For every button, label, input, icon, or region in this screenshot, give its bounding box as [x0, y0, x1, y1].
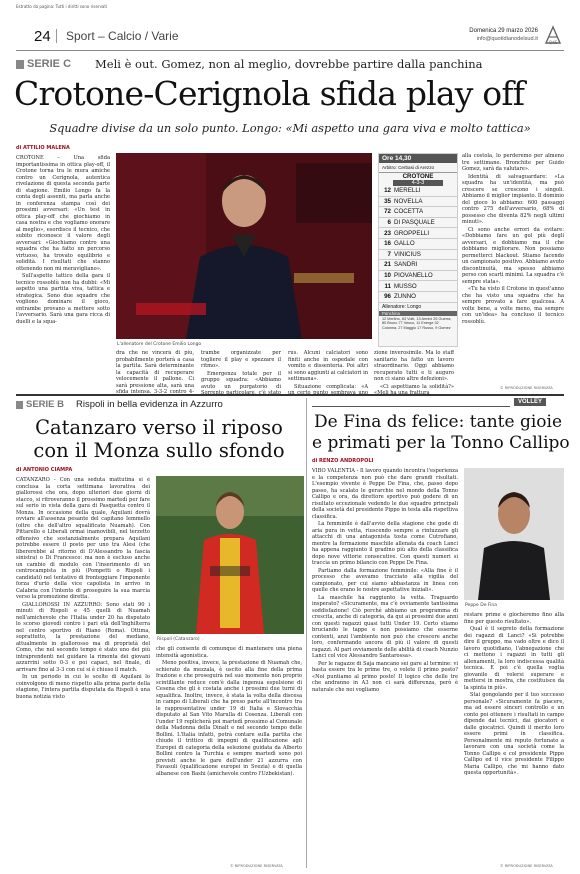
article1-kicker — [16, 57, 564, 73]
defina-photo — [464, 468, 564, 600]
player-number: 16 — [384, 240, 391, 248]
article1-text-col6 — [462, 153, 564, 381]
lineup-row — [379, 228, 457, 239]
article2-photo-caption: Rispoli (Catanzaro) — [157, 637, 200, 642]
article2-kicker — [16, 398, 386, 412]
article2-text-col1 — [16, 477, 150, 861]
paragraph: Sull'aspetto tattico della gara il tecnico rossoblù non ha dubbi: «Mi aspetto una partita viva, tattica e strategica. Sono due squadre che vogliono dominare il gioco, entrambe provano a mettere sotto l'avversario. Sarà una gara ricca di duelli e la squa- — [16, 273, 110, 325]
player-number: 7 — [387, 250, 391, 258]
article2-headline — [16, 416, 302, 462]
paragraph: Per le ragazze di Saja mancano sei gare al termine: vi basta essere tra le prime tre, o volete il primo posto? «Noi puntiamo al primo posto! Il logico che delle tre che andranno in A3 non ci sarà differenza, però è naturale che noi vogliamo — [312, 660, 458, 693]
player-name: DI PASQUALE — [394, 219, 435, 227]
article3-byline: di RENZO ANDROPOLI — [312, 458, 374, 464]
player-name: MERELLI — [394, 187, 421, 195]
article3-copyright: © RIPRODUZIONE RISERVATA — [500, 864, 553, 868]
paragraph: Meno positiva, invece, la prestazione di Nuamah che, schierato da mezzala, è uscito alla fine della prima frazione e che proseguirà nel suo momento non proprio scintillante reduce com'è dalla ingenua espulsione di Cesena che gli è costata anche i prossimi due turni di squalifica. Inoltre, invece, è stata la volta della discesa in campo di Liberali che ha preso parte all'incontro tra le rappresentative under 19 di Italia e Slovacchia disputato al San Vito Marulla di Cosenza. Liberali con l'under 19 replicherà poi martedì prossimo al Comunale della Madonna della Dinalt e nel secondo tempo delle Bollini. L'Italia infatti, potrà contare sulla partita che chiude il trittico di impegni di qualificazione agli Europei di categoria della selezione guidata da Alberto Bollini contro la Turchia e sempre martedì sono poi previsti anche le gare dell'under 21 azzurra con Favasuli (qualificazione europei in Svezia) e di quella albanese con Bashi (amichevole contro l'Uzbekistan). — [156, 660, 302, 777]
player-name: GALLO — [394, 240, 415, 248]
paragraph: Identità di salvaguardare: «La squadra ha un'identità, ma può crescere se crescono i singoli. Abbiamo il miglior impianto. Il dominio del gioco lo abbiamo: 600 passaggi contro 275 dell'avversario, 68% di possesso che diventa 82% negli ultimi minuti». — [462, 173, 564, 225]
paragraph: Emergenza totale per il gruppo squadra: «Abbiamo avuto un purgatorio di Sorrento particolare, c'è stato — [201, 370, 281, 394]
player-number: 21 — [384, 261, 391, 269]
article2-headline-line1: Catanzaro verso il riposo — [35, 416, 283, 439]
section-rule — [16, 394, 564, 396]
article1-text-col3 — [201, 350, 281, 394]
article1-copyright: © RIPRODUZIONE RISERVATA — [500, 386, 553, 390]
player-number: 12 — [384, 187, 391, 195]
player-name: MUSSO — [394, 282, 417, 290]
lineup-row — [379, 207, 457, 218]
article1-subheadline: Squadre divise da un solo punto. Longo: «Mi aspetto una gara viva e molto tattica» — [49, 121, 531, 135]
paragraph: Situazione complicata: «A un certo punto sembrava uno — [288, 383, 368, 394]
lineup-row — [379, 197, 457, 208]
article2-headline-line2: con il Monza sullo sfondo — [33, 439, 285, 462]
player-number: 96 — [384, 293, 391, 301]
rispoli-photo — [156, 476, 304, 634]
article2-copyright: © RIPRODUZIONE RISERVATA — [230, 864, 283, 868]
lineup-row — [379, 250, 457, 261]
paragraph: La femminile è dall'avvio della stagione che gode di aria pura in vetta, riuscendo sempre a rintuzzare gli attacchi di una antagonista tosta come Cutrofiano, mentre la formazione maschile allenata da coach Lanci ha appena raggiunto il gradino più alto della classifica dopo nove vittorie consecutive. Con questi numeri si traccia un primo bilancio con Peppe De Fina. — [312, 521, 458, 566]
paragraph: «Tu ha visto il Crotone in quest'anno che ha visto una squadra che ha sempre provato a fare qualcosa. A volte bene, a volte meno, ma sempre con un'idea» ha concluso il tecnico rossoblù. — [462, 286, 564, 325]
paragraph: Partiamo dalla formazione femminile: «Alla fine è il processo che avevamo tracciato alla vigilia del campionato, per cui siamo abbastanza in linea con quelle che erano le nostre aspettative iniziali». — [312, 567, 458, 593]
article3-tag: VOLLEY — [514, 398, 546, 406]
svg-text:QdS: QdS — [548, 40, 558, 45]
lineup-box — [378, 153, 458, 347]
player-name: COCETTA — [394, 208, 424, 216]
article3-tag-rule — [312, 406, 510, 407]
player-name: PIOVANELLO — [394, 272, 433, 280]
paragraph: CROTONE – Una sfida importantissima in ottica play-off, il Crotone torna tra le mura amiche contro un Cerignola, autentica rivelazione di questa seconda parte di stagione. Emilio Longo fa la conta degli assenti, ma parla anche in conferenza stampa così dei prossimi avversari: «Un test in ottica play-off che giochiamo in casa nostra e che vogliamo onorare al meglio», esordisce il tecnico, che subito riconosce il valore degli avversari: «Giochiamo contro una squadra che ha fatto un percorso virtuoso, ha trovato equilibrio e solidità. I risultati che stanno ottenendo non mi meravigliano». — [16, 155, 110, 272]
contact-email: info@quotidianodelsud.it — [476, 36, 538, 42]
paragraph: zione inverosimile. Ma lo staff sanitario ha fatto un lavoro straordinario. Oggi abbiamo recuperato tutti e ti auguro non ci siano altre defezioni». — [374, 350, 454, 382]
paragraph: dra che ne vincerà di più, probabilmente porterà a casa la partita. Sarà determinante la capacità di recuperare velocemente il pallone. Ci sarà pressione alta, sarà una sfida intensa. 3-3-2 contro 4- — [116, 350, 194, 394]
article1-kicker-tag: SERIE C — [27, 58, 72, 70]
player-number: 11 — [384, 282, 391, 290]
paragraph: che gli consente di comunque di mantenere una piena intensità agonistica. — [156, 646, 302, 659]
lineup-list — [379, 186, 457, 303]
article1-kicker-text: Meli è out. Gomez, non al meglio, dovrebbe partire dalla panchina — [95, 57, 483, 71]
page-header — [16, 26, 564, 48]
article1-text-col5 — [374, 350, 454, 394]
lineup-row — [379, 271, 457, 282]
player-name: SANDRI — [394, 261, 418, 269]
column-divider — [306, 398, 307, 868]
article1-text-col2 — [116, 350, 194, 394]
article3-text-col2 — [464, 612, 564, 862]
article2-text-col2 — [156, 646, 302, 858]
article3-text-col1 — [312, 468, 458, 864]
header-rule — [16, 50, 564, 51]
paragraph: rus. Alcuni calciatori sono finiti anche in ospedale con vomito e dissenteria. Poi altri si sono aggiunti ai calciatori in settimana». — [288, 350, 368, 382]
kicker-square — [16, 401, 23, 409]
article2-kicker-tag: SERIE B — [26, 399, 65, 410]
coach-image — [116, 153, 372, 339]
article3-photo-caption: Peppe De Fina — [465, 603, 498, 608]
lineup-bench-label: Panchina — [379, 311, 457, 316]
lineup-row — [379, 239, 457, 250]
article3-headline-line2: e primati per la Tonno Callipo — [312, 433, 570, 453]
paragraph: GIALLOROSSI IN AZZURRO: Sono stati 90 i minuti di Rispoli e 45 quelli di Nuamah nell'amichevole che l'Italia under 20 ha disputato lo scorso giovedì contro i pari età dell'Inghilterra nel centro sportivo di Riano (Roma). Ottima, soprattutto, la prestazione del mediano, attualmente in giallorosso ma di proprietà del Como, che nel secondo tempo è stato uno dei più intraprendenti nel guidare la rimonta dei giovani azzurrini sotto 0-3 e poi capaci, nel finale, di arrivare fino al 3-3 con cui si è chiuso il match. — [16, 601, 150, 673]
lineup-coach: Allenatore: Longo — [382, 303, 422, 310]
lineup-bench: 12 Merlino, 63 Volti, 13 Armini 25 Guerra, 80 Bruno 77 Vesco, 11 Energe 32 Colonna, 27 Maggio 17 Russo, 9 Gomez — [382, 316, 452, 330]
article1-text-col1 — [16, 155, 110, 333]
section-title: Sport – Calcio / Varie — [66, 29, 179, 43]
article1-text-col4 — [288, 350, 368, 394]
page-number: 24 — [34, 28, 51, 45]
paragraph: In un periodo in cui le scelte di Aquilani lo coinvolgono di meno rispetto alla prima parte della stagione, l'intera partita disputata da Rispoli è una buona notizia visto — [16, 674, 150, 700]
article1-byline: di ATTILIO MALENA — [16, 145, 70, 151]
paragraph: «Ci aspettiamo la solidità?» «Meli ha una frattura — [374, 383, 454, 394]
lineup-row — [379, 281, 457, 292]
player-name: ZUNNO — [394, 293, 416, 301]
article2-kicker-text: Rispoli in bella evidenza in Azzurro — [76, 399, 223, 410]
paragraph: Qual è il segreto della formazione dei ragazzi di Lanci? «Si potrebbe dire il gruppo, ma vado oltre e dico il lavoro quotidiano, l'abnegazione che ci mettono i ragazzi in tutti gli allenamenti, la loro indiscussa qualità tecnica. E poi c'è quella voglia giovanile di volersi superare e mettersi in mostra, che costituisce da la spinta in più». — [464, 626, 564, 691]
player-number: 10 — [384, 272, 391, 280]
player-image — [156, 476, 304, 634]
lineup-row — [379, 260, 457, 271]
player-name: GROPPELLI — [394, 229, 430, 237]
page-top-note: Estratto da pagina: Tutti i diritti sono riservati — [16, 4, 108, 9]
article1-photo-caption: L'allenatore del Crotone Emilio Longo — [117, 342, 202, 347]
lineup-row — [379, 186, 457, 197]
match-time: Ore 14,30 — [379, 154, 457, 163]
player-name: VINICIUS — [394, 250, 421, 258]
kicker-square — [16, 60, 24, 69]
lineup-team: CROTONE — [379, 172, 457, 180]
player-name: NOVELLA — [394, 197, 423, 205]
newspaper-logo-icon — [542, 24, 564, 46]
paragraph: VIBO VALENTIA - Il lavoro quando incontra l'esperienza e la competenza non può che dare grandi risultati. L'esempio vivente è Peppe De Fina, che, passo dopo passo, ha scalato le gerarchie nel mondo della Tonno Callipo e ora, da direttore sportivo può godere di un risultato eccezionale vedendo le due squadre principali della società del presidente Pippo in testa alla rispettiva classifica. — [312, 468, 458, 520]
issue-date: Domenica 29 marzo 2026 — [469, 28, 538, 34]
paragraph: Ci sono anche errori da evitare: «Dobbiamo fare un gol più degli avversari, e dobbiamo ma il che dobbiamo migliorare. Non possiamo permetterci blackout. Stiamo facendo un campionato positivo. Abbiamo avuto discontinuità, ma spesso abbiamo perso con scarti minimi. La squadra c'è sempre stata». — [462, 226, 564, 285]
lineup-row — [379, 292, 457, 303]
person-image — [464, 468, 564, 600]
paragraph: restare prime e giocheremo fino alla fine per questo risultato». — [464, 612, 564, 625]
article2-byline: di ANTONIO CIAMPA — [16, 467, 73, 473]
article3-headline-line1: De Fina ds felice: tante gioie — [313, 412, 563, 432]
article3-headline — [312, 412, 570, 454]
player-number: 72 — [384, 208, 391, 216]
header-divider — [56, 29, 57, 43]
lineup-row — [379, 218, 457, 229]
lineup-formation: 4-3-3 — [393, 180, 443, 186]
article1-headline: Crotone-Cerignola sfida play off — [14, 74, 525, 113]
player-number: 35 — [384, 197, 391, 205]
paragraph: trambe organizzate per togliere il play e spezzare il ritmo». — [201, 350, 281, 369]
paragraph: Stai gongolando per il tuo successo personale? «Sicuramente fa piacere, ma ad essere sinceri controllo e un conto poi ottenere i risultati in campo dipende dai tecnici, dai giocatori e dalle giocatrici. Quindi il merito loro essere primi in classifica. Personalmente mi reputo fortunato a lavorare con una società come la Tonno Callipo e col presidente Pippo Callipo ed il vice presidente Filippo Maria Callipo, che mi hanno dato questa opportunità». — [464, 692, 564, 776]
referee: Arbitro: Cerbasi di Arezzo — [382, 165, 435, 170]
paragraph: alla costola, lo perderemo per almeno tre settimane. Bronchite per Guido Gomez, sarà da valutare». — [462, 153, 564, 172]
player-number: 6 — [387, 219, 391, 227]
player-number: 23 — [384, 229, 391, 237]
paragraph: CATANZARO - Con una seduta mattutina si è conclusa la corta settimana lavorativa dei giallorossi che ora, dopo ulteriori due giorni di stacco, si ritroveranno il prossimo martedì per fare sul serio in vista della gara di Pasquetta contro il Monza. In occasione della quale, Aquilani dovrà ovviare all'assenza pesante del capitano Iemmello (oltre che dell'altro squalificato Nuamah). Con Pittarello e Liberali ormai inamovibili, nel terzetto offensivo che sostanzialmente prepara Aquilani potrebbe essere il posto per uno tra Alesi (che libererebbe al ritorno di D'Alessandro la fascia sinistra) o Di Francesco: ma non è escluso anche un cambio di modulo con l'inserimento di un centrocampista in più (Pompetti o Rispoli i candidati) nel tentativo di fronteggiare l'imponente forza d'urto della vice capolista in arrivo in Calabria con l'intento di proseguire la sua marcia verso la promozione diretta. — [16, 477, 150, 600]
paragraph: La maschile ha raggiunto la vetta. Traguardo insperato? «Sicuramente, ma c'è ovviamente tantissima soddisfazione! Ciò perché abbiamo un programma di crescita, anche di categoria, da qui ai prossimi due anni con questi ragazzi quasi tutti Under 19. Certo stiamo bruciando le tappe e non possiamo che esserne contenti, anzi l'ambiente non può che crescere anche loro, confermando ancora di più il valore di questi ragazzi. Al pari ovviamente delle abilità di coach Nunzio Lanci col vice Alessandro Santarossa». — [312, 594, 458, 659]
coach-photo — [116, 153, 372, 339]
